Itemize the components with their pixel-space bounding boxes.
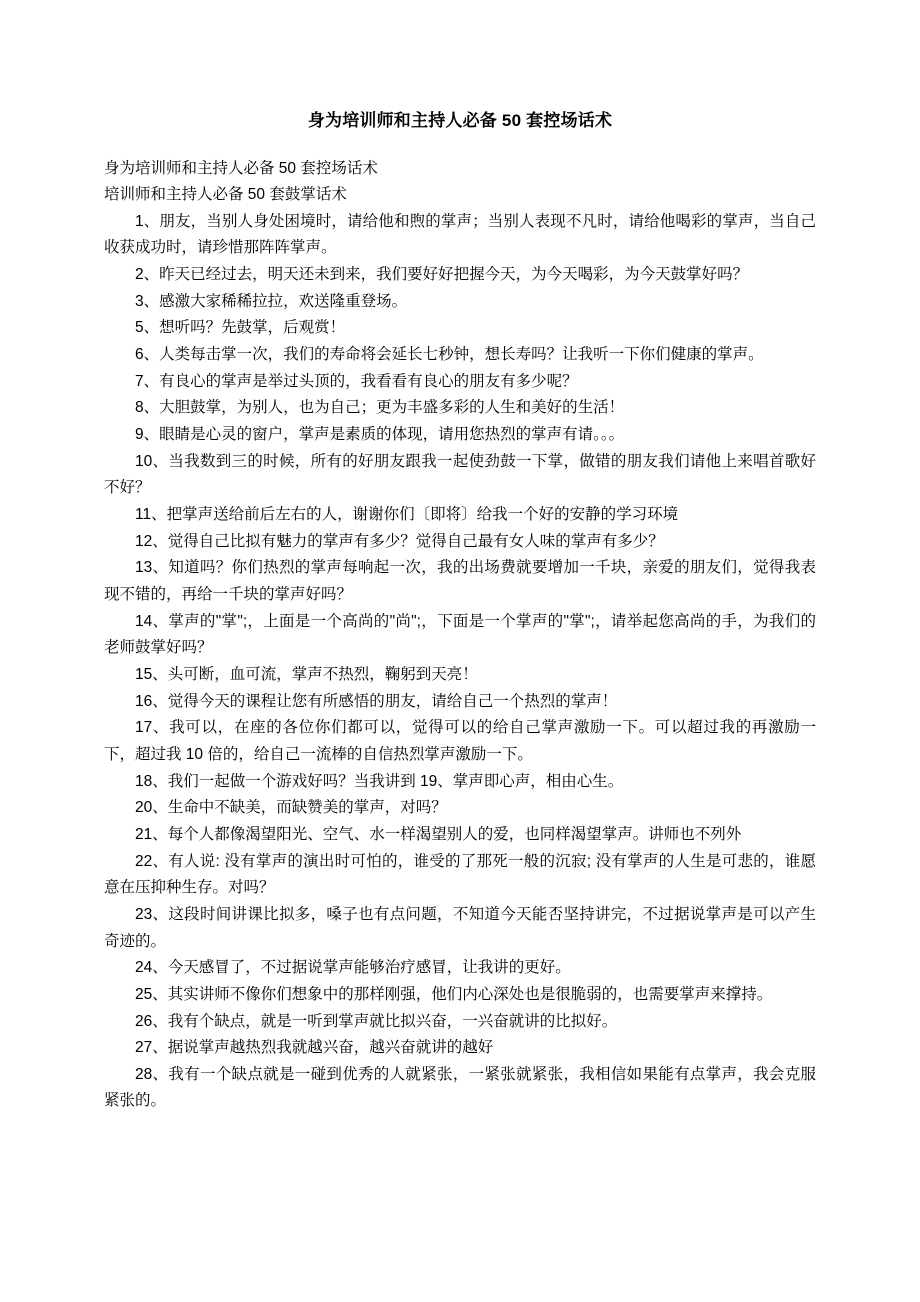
- paragraph: 11、把掌声送给前后左右的人，谢谢你们〔即将〕给我一个好的安静的学习环境: [135, 506, 679, 524]
- paragraph: 13、知道吗？你们热烈的掌声每响起一次，我的出场费就要增加一千块，亲爱的朋友们，觉得我表现不错的，再给一千块的掌声好吗？: [104, 559, 816, 603]
- paragraph: 8、大胆鼓掌，为别人，也为自己；更为丰盛多彩的人生和美好的生活！: [135, 399, 625, 417]
- paragraph: 15、头可断，血可流，掌声不热烈，鞠躬到天亮！: [135, 665, 478, 683]
- paragraph: 21、每个人都像渴望阳光、空气、水一样渴望别人的爱，也同样渴望掌声。讲师也不列外: [135, 825, 742, 843]
- paragraph: 身为培训师和主持人必备 50 套控场话术: [104, 159, 378, 177]
- paragraph: 3、感激大家稀稀拉拉，欢送隆重登场。: [135, 292, 408, 310]
- paragraph: 28、我有一个缺点就是一碰到优秀的人就紧张，一紧张就紧张，我相信如果能有点掌声，我会克服紧张的。: [104, 1065, 816, 1110]
- paragraph: 23、这段时间讲课比拟多，嗓子也有点问题，不知道今天能否坚持讲完，不过据说掌声是可以产生奇迹的。: [104, 905, 816, 950]
- paragraph: 培训师和主持人必备 50 套鼓掌话术: [104, 186, 347, 204]
- paragraph: 7、有良心的掌声是举过头顶的，我看看有良心的朋友有多少呢？: [135, 372, 578, 390]
- paragraph: 16、觉得今天的课程让您有所感悟的朋友，请给自己一个热烈的掌声！: [135, 692, 618, 710]
- paragraph: 18、我们一起做一个游戏好吗？当我讲到 19、掌声即心声，相由心生。: [135, 772, 624, 790]
- paragraph: 27、据说掌声越热烈我就越兴奋，越兴奋就讲的越好: [135, 1039, 494, 1057]
- paragraph: 20、生命中不缺美，而缺赞美的掌声，对吗？: [135, 799, 447, 817]
- paragraph: 24、今天感冒了，不过据说掌声能够治疗感冒，让我讲的更好。: [135, 959, 571, 977]
- paragraph: 5、想听吗？先鼓掌，后观赏！: [135, 319, 346, 337]
- paragraph: 22、有人说: 没有掌声的演出时可怕的，谁受的了那死一般的沉寂; 没有掌声的人生是可悲的，谁愿意在压抑种生存。对吗？: [104, 852, 816, 897]
- paragraph: 14、掌声的"掌";，上面是一个高尚的"尚";，下面是一个掌声的"掌";，请举起您高尚的手，为我们的老师鼓掌好吗？: [104, 612, 816, 657]
- document-body: [104, 134, 816, 1116]
- paragraph: 26、我有个缺点，就是一听到掌声就比拟兴奋，一兴奋就讲的比拟好。: [135, 1012, 618, 1030]
- paragraph: 2、昨天已经过去，明天还未到来，我们要好好把握今天，为今天喝彩，为今天鼓掌好吗？: [135, 266, 749, 284]
- paragraph: 10、当我数到三的时候，所有的好朋友跟我一起使劲鼓一下掌，做错的朋友我们请他上来唱首歌好不好？: [104, 452, 816, 497]
- paragraph: 25、其实讲师不像你们想象中的那样刚强，他们内心深处也是很脆弱的，也需要掌声来撑持。: [135, 985, 773, 1003]
- paragraph: 12、觉得自己比拟有魅力的掌声有多少？觉得自己最有女人味的掌声有多少？: [135, 532, 664, 550]
- paragraph: 1、朋友，当别人身处困境时，请给他和煦的掌声；当别人表现不凡时，请给他喝彩的掌声，当自己收获成功时，请珍惜那阵阵掌声。: [104, 212, 816, 257]
- paragraph: 9、眼睛是心灵的窗户，掌声是素质的体现，请用您热烈的掌声有请。。。: [135, 426, 625, 444]
- paragraph: 17、我可以，在座的各位你们都可以，觉得可以的给自己掌声激励一下。可以超过我的再激励一下，超过我 10 倍的，给自己一流棒的自信热烈掌声激励一下。: [104, 719, 816, 763]
- page-title: 身为培训师和主持人必备 50 套控场话术: [307, 111, 613, 130]
- paragraph: 6、人类每击掌一次，我们的寿命将会延长七秒钟，想长寿吗？让我听一下你们健康的掌声。: [135, 346, 764, 364]
